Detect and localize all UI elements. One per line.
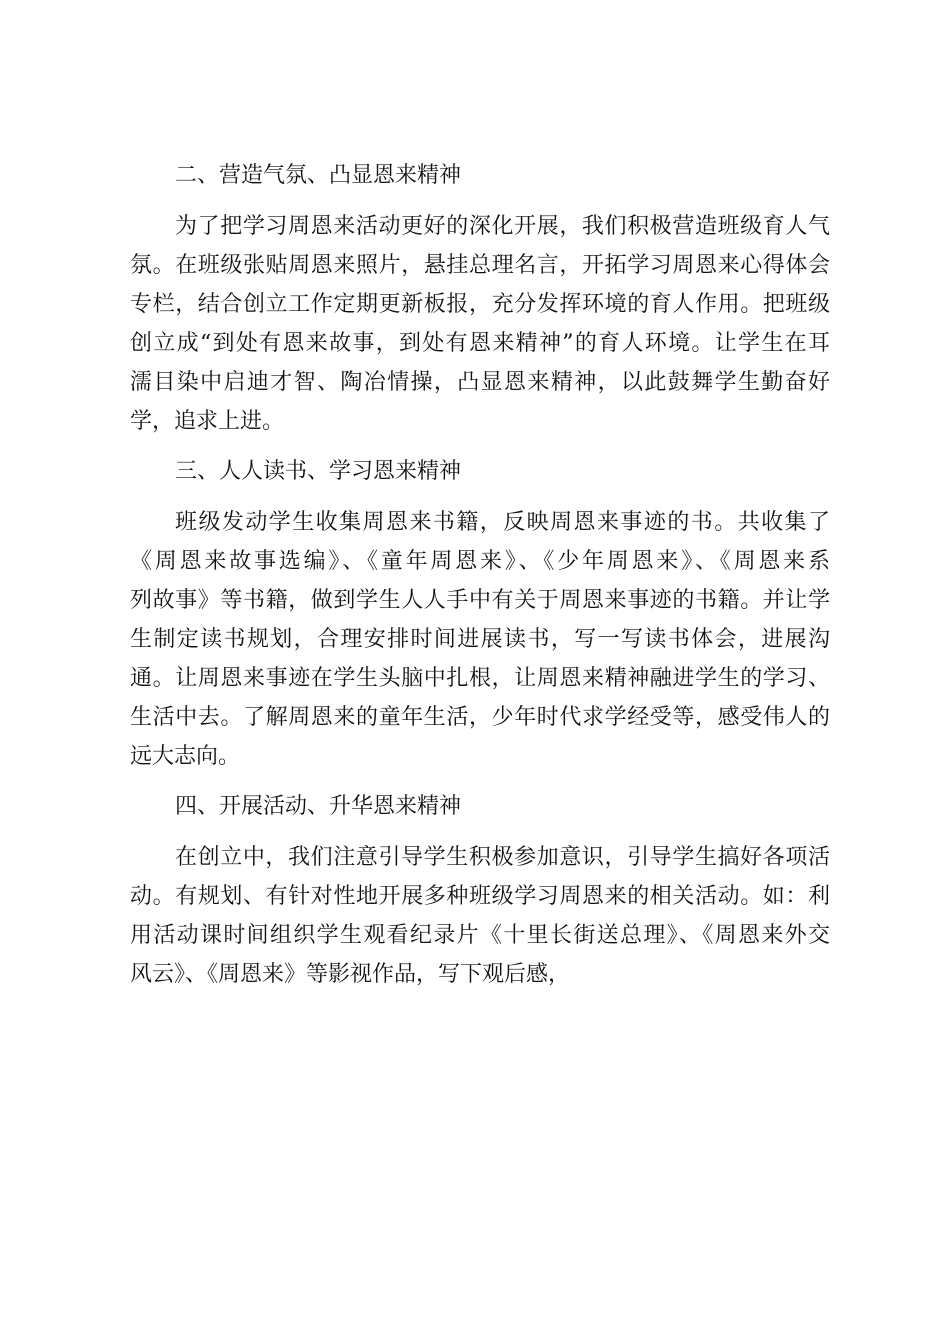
- paragraph-line: 列故事》等书籍，做到学生人人手中有关于周恩来事迹的书籍。并让学: [130, 588, 830, 613]
- section-paragraph-3: [130, 503, 830, 776]
- paragraph-line: 氛。在班级张贴周恩来照片，悬挂总理名言，开拓学习周恩来心得体会: [130, 253, 830, 278]
- paragraph-line: 为了把学习周恩来活动更好的深化开展，我们积极营造班级育人气: [175, 214, 830, 239]
- section-heading-2: 二、营造气氛、凸显恩来精神: [175, 163, 462, 188]
- section-heading-3: 三、人人读书、学习恩来精神: [175, 459, 462, 484]
- paragraph-line: 在创立中，我们注意引导学生积极参加意识，引导学生搞好各项活: [175, 845, 830, 870]
- paragraph-line: 班级发动学生收集周恩来书籍，反映周恩来事迹的书。共收集了: [175, 510, 830, 535]
- paragraph-line: 远大志向。: [130, 744, 241, 769]
- paragraph-line: 濡目染中启迪才智、陶冶情操，凸显恩来精神，以此鼓舞学生勤奋好: [130, 370, 830, 395]
- paragraph-line: 学，追求上进。: [130, 409, 285, 434]
- section-heading-4: 四、开展活动、升华恩来精神: [175, 794, 462, 819]
- paragraph-line: 动。有规划、有针对性地开展多种班级学习周恩来的相关活动。如：利: [130, 884, 830, 909]
- paragraph-line: 《周恩来故事选编》、《童年周恩来》、《少年周恩来》、《周恩来系: [130, 549, 830, 574]
- paragraph-line: 生制定读书规划，合理安排时间进展读书，写一写读书体会，进展沟: [130, 627, 830, 652]
- section-paragraph-2: [130, 207, 830, 441]
- paragraph-line: 生活中去。了解周恩来的童年生活，少年时代求学经受等，感受伟人的: [130, 705, 830, 730]
- paragraph-line: 创立成“到处有恩来故事，到处有恩来精神”的育人环境。让学生在耳: [130, 331, 830, 356]
- paragraph-line: 风云》、《周恩来》等影视作品，写下观后感，: [130, 962, 571, 987]
- paragraph-line: 通。让周恩来事迹在学生头脑中扎根，让周恩来精神融进学生的学习、: [130, 666, 830, 691]
- paragraph-line: 用活动课时间组织学生观看纪录片《十里长街送总理》、《周恩来外交: [130, 923, 830, 948]
- document-body: [130, 158, 830, 1007]
- paragraph-line: 专栏，结合创立工作定期更新板报，充分发挥环境的育人作用。把班级: [130, 292, 830, 317]
- section-paragraph-4: [130, 838, 830, 994]
